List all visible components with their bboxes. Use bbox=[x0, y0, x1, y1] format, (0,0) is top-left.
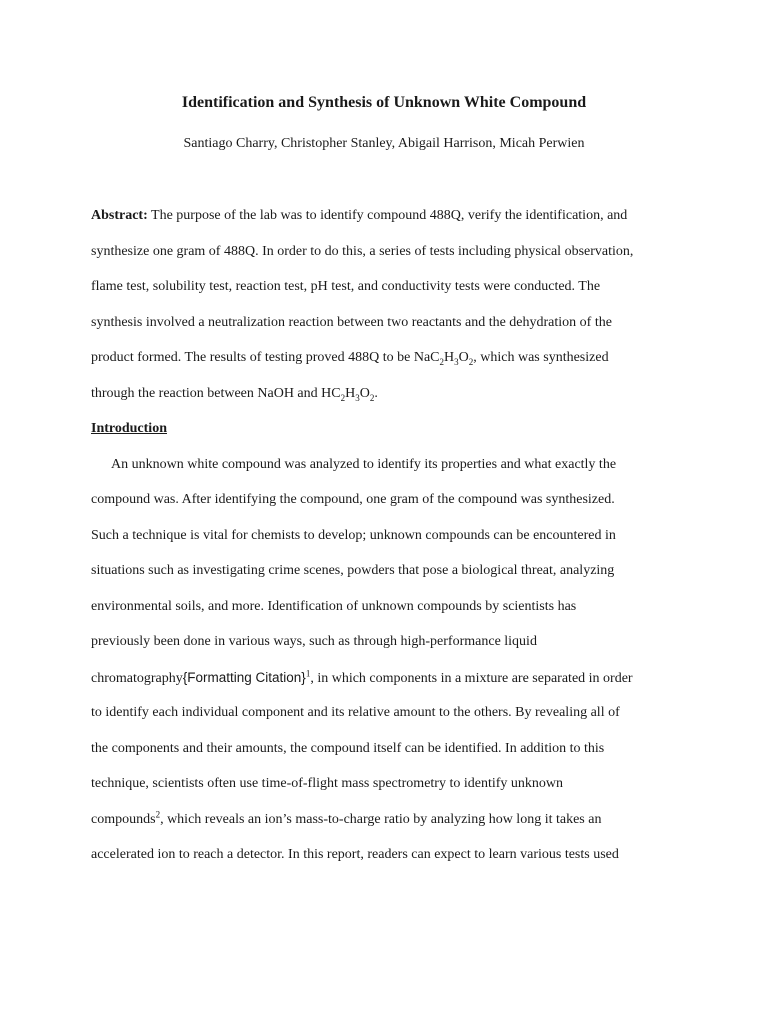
intro-line-3: Such a technique is vital for chemists to develop; unknown compounds can be encountered in bbox=[91, 527, 616, 543]
abstract-line-4: synthesis involved a neutralization reaction between two reactants and the dehydration of the bbox=[91, 314, 612, 330]
intro-line-1: An unknown white compound was analyzed to identify its properties and what exactly the bbox=[111, 456, 617, 472]
intro-line-10: technique, scientists often use time-of-flight mass spectrometry to identify unknown bbox=[91, 776, 564, 791]
citation-superscript: 1 bbox=[305, 667, 311, 678]
intro-line-6: previously been done in various ways, such as through high-performance liquid bbox=[91, 634, 537, 649]
intro-line-5: environmental soils, and more. Identification of unknown compounds by scientists has bbox=[91, 598, 577, 614]
intro-line-8: to identify each individual component and its relative amount to the others. By revealing all of bbox=[91, 705, 620, 720]
introduction-heading: Introduction bbox=[91, 421, 167, 436]
author-list: Santiago Charry, Christopher Stanley, Abigail Harrison, Micah Perwien bbox=[183, 136, 585, 151]
intro-line-7: chromatography{Formatting Citation}$^1$, in which components in a mixture are separated in order bbox=[91, 667, 633, 686]
citation-superscript: 2 bbox=[155, 808, 161, 819]
abstract-line-3: flame test, solubility test, reaction test, pH test, and conductivity tests were conducted. The bbox=[91, 279, 601, 294]
abstract-text: The purpose of the lab was to identify compound 488Q, verify the identification, and bbox=[147, 208, 628, 223]
abstract-line-1 bbox=[91, 206, 627, 226]
abstract-line-5: product formed. The results of testing proved 488Q to be $NaC_2H_3O_2$, which was synthesized bbox=[91, 350, 609, 367]
intro-line-9: the components and their amounts, the compound itself can be identified. In addition to this bbox=[91, 740, 605, 756]
paper-title: Identification and Synthesis of Unknown White Compound bbox=[181, 94, 587, 111]
citation-placeholder: {Formatting Citation} bbox=[182, 669, 306, 685]
intro-line-4: situations such as investigating crime scenes, powders that pose a biological threat, analyzing bbox=[91, 563, 615, 578]
abstract-label: Abstract: bbox=[91, 208, 148, 223]
intro-line-11: compounds$^2$, which reveals an ion’s mass-to-charge ratio by analyzing how long it takes an bbox=[91, 808, 602, 827]
abstract-line-2: synthesize one gram of 488Q. In order to do this, a series of tests including physical observation, bbox=[91, 243, 634, 259]
abstract-line-6: through the reaction between NaOH and $HC_2H_3O_2$. bbox=[91, 385, 378, 403]
intro-line-2: compound was. After identifying the compound, one gram of the compound was synthesized. bbox=[91, 492, 615, 507]
intro-line-12: accelerated ion to reach a detector. In this report, readers can expect to learn various tests used bbox=[91, 847, 619, 862]
